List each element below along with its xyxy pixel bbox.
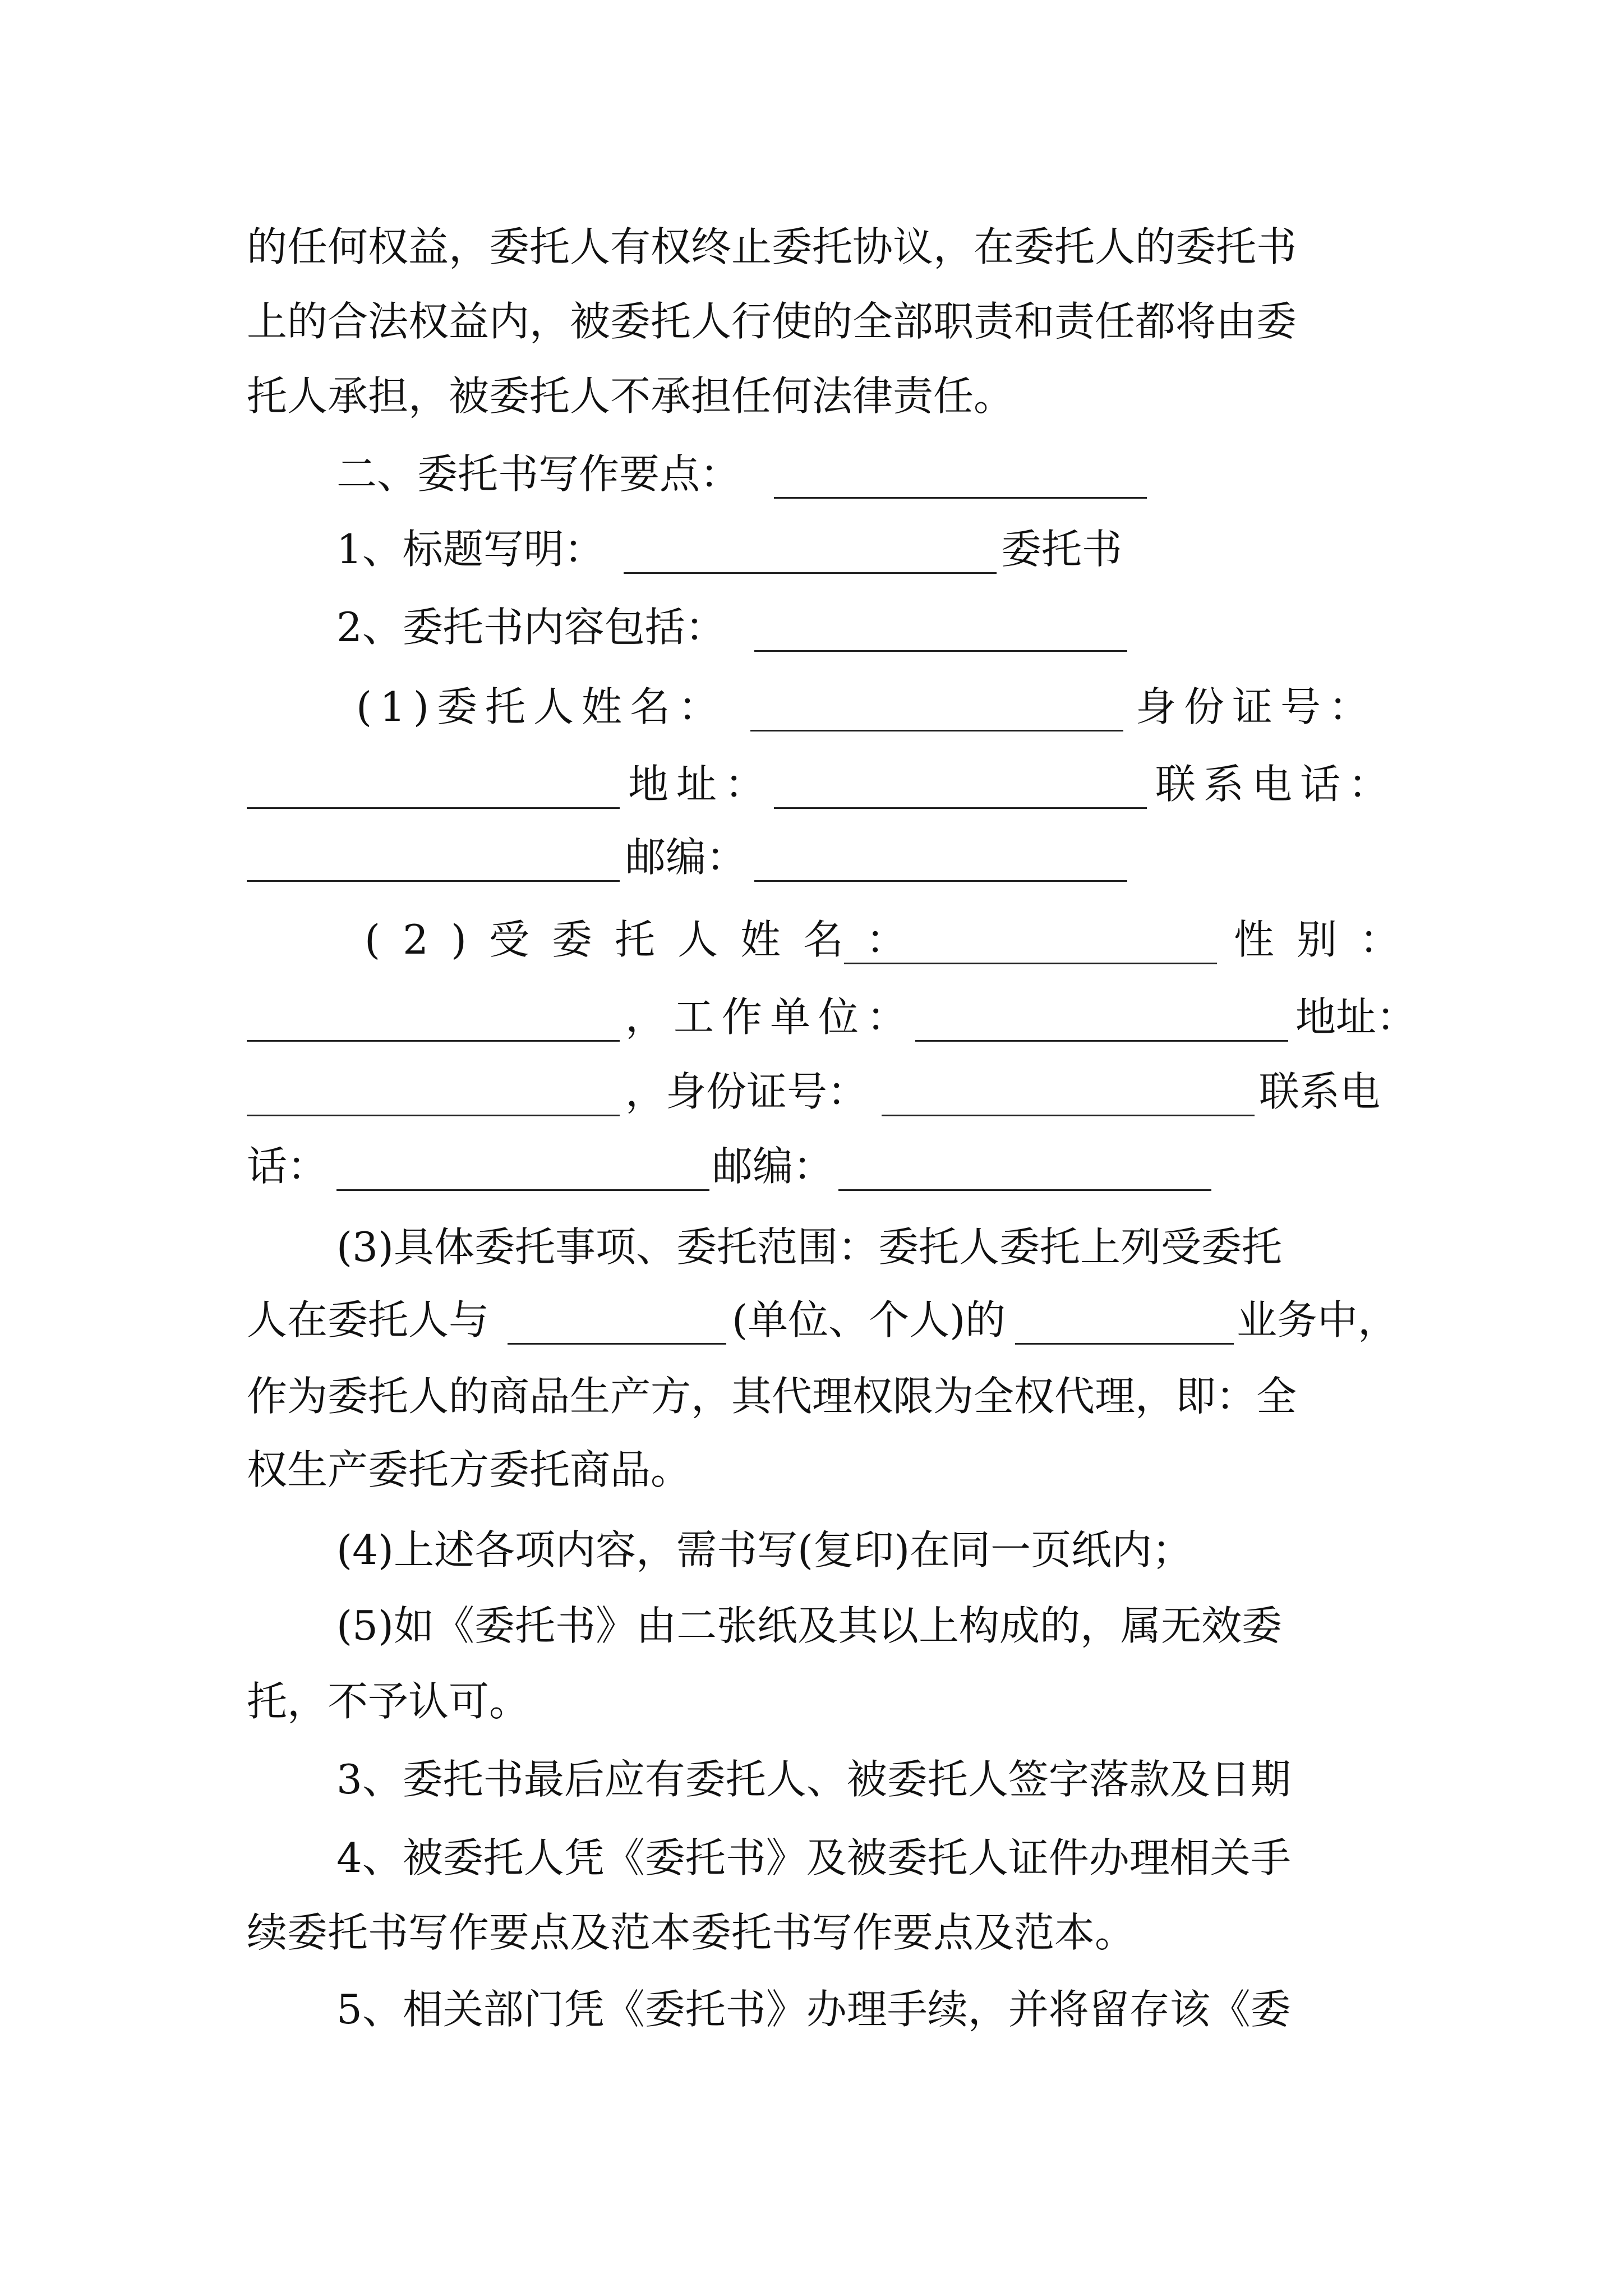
blank-field	[754, 596, 1127, 652]
blank-field	[247, 753, 620, 809]
list-item	[0, 1749, 1623, 1810]
blank-field	[750, 676, 1123, 731]
paragraph-line	[0, 291, 1623, 352]
blank-field	[508, 1289, 726, 1345]
blank-field	[844, 909, 1217, 964]
section-heading	[0, 443, 1623, 505]
blank-field	[774, 753, 1147, 809]
blank-field	[247, 986, 620, 1042]
paragraph-line	[0, 365, 1623, 427]
label: 联系电话：	[1155, 761, 1397, 808]
label: (2)受委托人姓名：	[365, 916, 929, 963]
agent-row	[0, 909, 1623, 970]
blank-field	[915, 986, 1288, 1042]
label: 2、委托书内容包括：	[336, 604, 726, 651]
blank-field	[247, 1061, 620, 1116]
label: 1、标题写明：	[336, 526, 605, 573]
text: 上的合法权益内，被委托人行使的全部职责和责任都将由委	[247, 298, 1297, 345]
text: (单位、个人)的	[732, 1296, 1006, 1343]
scope-line	[0, 1289, 1623, 1351]
heading-text: 二、委托书写作要点：	[336, 450, 741, 498]
label: ，身份证号：	[625, 1068, 868, 1115]
principal-row	[0, 753, 1623, 815]
scope-line	[0, 1216, 1623, 1278]
label: 邮编：	[712, 1143, 834, 1190]
principal-row	[0, 826, 1623, 888]
label: 身份证号：	[1136, 683, 1377, 730]
list-item	[0, 1595, 1623, 1657]
text: (5)如《委托书》由二张纸及其以上构成的，属无效委	[336, 1602, 1282, 1649]
list-item	[0, 1902, 1623, 1963]
text: 的任何权益，委托人有权终止委托协议，在委托人的委托书	[247, 223, 1297, 270]
label: ，工作单位：	[625, 993, 915, 1041]
text: 人在委托人与	[247, 1296, 490, 1343]
label: 联系电	[1259, 1068, 1381, 1115]
text: 托人承担，被委托人不承担任何法律责任。	[247, 372, 1015, 420]
paragraph-line	[0, 216, 1623, 278]
label: 地址：	[1295, 993, 1417, 1041]
principal-row	[0, 676, 1623, 738]
label: 地址：	[628, 761, 773, 808]
blank-field	[336, 1135, 709, 1191]
list-item	[0, 1978, 1623, 2040]
blank-field	[882, 1061, 1255, 1116]
blank-field	[774, 443, 1147, 499]
text: 托，不予认可。	[247, 1678, 530, 1725]
list-item	[0, 1827, 1623, 1889]
text: (4)上述各项内容，需书写(复印)在同一页纸内；	[336, 1526, 1193, 1573]
label: (1)委托人姓名：	[356, 683, 726, 730]
text: (3)具体委托事项、委托范围：委托人委托上列受委托	[336, 1223, 1282, 1271]
blank-field	[838, 1135, 1211, 1191]
text: 作为委托人的商品生产方，其代理权限为全权代理，即：全	[247, 1373, 1297, 1420]
blank-field	[247, 826, 620, 882]
agent-row	[0, 1135, 1623, 1197]
text: 续委托书写作要点及范本委托书写作要点及范本。	[247, 1909, 1136, 1956]
list-item	[0, 1671, 1623, 1732]
label: 委托书	[1001, 526, 1123, 573]
list-item	[0, 1519, 1623, 1581]
scope-line	[0, 1365, 1623, 1427]
blank-field	[1015, 1289, 1234, 1345]
text: 4、被委托人凭《委托书》及被委托人证件办理相关手	[336, 1834, 1291, 1881]
agent-row	[0, 986, 1623, 1048]
text: 3、委托书最后应有委托人、被委托人签字落款及日期	[336, 1756, 1291, 1803]
scope-line	[0, 1439, 1623, 1501]
agent-row	[0, 1061, 1623, 1122]
blank-field	[754, 826, 1127, 882]
text: 5、相关部门凭《委托书》办理手续，并将留存该《委	[336, 1986, 1291, 2033]
label: 邮编：	[625, 834, 747, 881]
label: 性别：	[1234, 916, 1423, 963]
text: 权生产委托方委托商品。	[247, 1446, 691, 1493]
text: 业务中，	[1237, 1296, 1399, 1343]
blank-field	[624, 518, 997, 574]
list-item	[0, 518, 1623, 580]
list-item	[0, 596, 1623, 658]
label: 话：	[247, 1143, 328, 1190]
